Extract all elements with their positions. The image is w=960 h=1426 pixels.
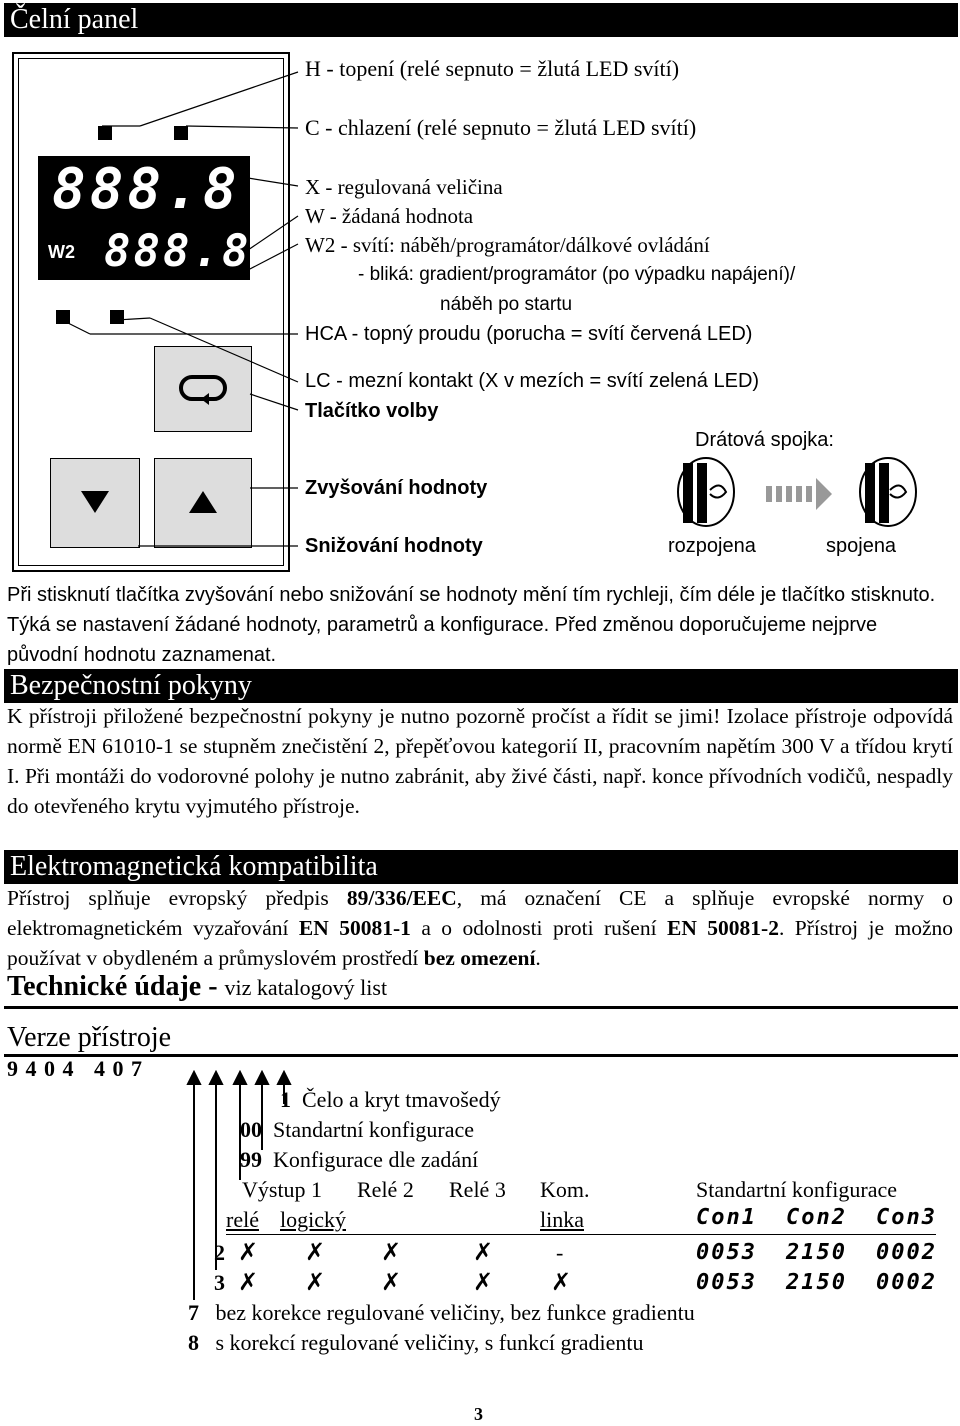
jumper-open-icon — [678, 458, 734, 526]
col-output: Výstup 1 — [242, 1177, 323, 1202]
jumper-open-label: rozpojena — [668, 535, 756, 557]
cross-icon: ✗ — [551, 1268, 572, 1296]
callout-h: H - topení (relé sepnuto = žlutá LED svítí) — [305, 56, 680, 81]
option-8: 8 s korekcí regulované veličiny, s funkcí gradientu — [188, 1330, 644, 1355]
display-x: 888.8 — [52, 157, 241, 222]
cross-icon: ✗ — [238, 1268, 259, 1296]
row-2-val-c: 0002 — [876, 1240, 937, 1265]
callout-w2-blink: - bliká: gradient/programátor (po výpadku napájení)/ — [358, 264, 796, 285]
section-header-tech: Technické údaje - viz katalogový list — [7, 971, 388, 1002]
arrow-right-icon — [766, 478, 832, 510]
row-3-val-a: 0053 — [696, 1270, 757, 1295]
buttons-paragraph: Při stisknutí tlačítka zvyšování nebo snižování se hodnoty mění tím rychleji, čím déle je tlačítko stisknuto. Týká se nastavení žádané hodnoty, parametrů a konfigurace. Před změnou doporučujeme nejprve původní hodnotu zaznamenat. — [7, 584, 936, 666]
callout-lc: LC - mezní kontakt (X v mezích = svítí zelená LED) — [305, 370, 760, 392]
cross-icon: ✗ — [381, 1268, 402, 1296]
col-kom: Kom. — [540, 1177, 590, 1202]
tech-underline — [4, 1006, 958, 1009]
row-2-dash: - — [556, 1240, 564, 1265]
jumper-label: Drátová spojka: — [695, 429, 834, 451]
display-w: 888.8 — [104, 226, 252, 277]
page-number: 3 — [474, 1404, 483, 1424]
callout-x: X - regulovaná veličina — [305, 175, 503, 199]
w2-indicator: W2 — [48, 242, 75, 262]
emc-paragraph: Přístroj splňuje evropský předpis 89/336/EEC, má označení CE a splňuje evropské normy o elektromagnetickém vyzařování EN 50081-1 a o odolnosti proti rušení EN 50081-2. Přístroj je možno používat v obydleném a průmyslovém prostředí bez omezení. — [7, 886, 953, 970]
cross-icon: ✗ — [305, 1268, 326, 1296]
section-header-safety: Bezpečnostní pokyny — [4, 669, 958, 703]
section-header-version: Verze přístroje — [7, 1022, 172, 1053]
callout-w2: W2 - svítí: náběh/programátor/dálkové ovládání — [305, 233, 710, 257]
cross-icon: ✗ — [238, 1238, 259, 1266]
version-code: 9 4 0 4 4 0 7 — [7, 1056, 143, 1081]
col-underline — [226, 1234, 936, 1235]
row-2-val-a: 0053 — [696, 1240, 757, 1265]
callout-increase: Zvyšování hodnoty — [305, 477, 488, 499]
option-00: 00 Standartní konfigurace — [240, 1117, 474, 1142]
row-2-val-b: 2150 — [786, 1240, 847, 1265]
safety-paragraph: K přístroji přiložené bezpečnostní pokyny je nutno pozorně pročíst a řídit se jimi! Izolace přístroje odpovídá normě EN 61010-1 se stupněm znečistění 2, přepěťovou kategorií II, pracovním napětím 300 V a třídou krytí I. Při montáži do vodorovné polohy je nutno zabránit, aby živé části, např. konce přívodních vodičů, nespadly do otevřeného krytu vyjmutého přístroje. — [7, 704, 953, 818]
con2-label: Con2 — [786, 1205, 847, 1230]
con1-label: Con1 — [696, 1205, 757, 1230]
section-header-emc: Elektromagnetická kompatibilita — [4, 850, 958, 884]
option-1: 1 Čelo a kryt tmavošedý — [280, 1087, 501, 1112]
col-std-conf: Standartní konfigurace — [696, 1177, 897, 1202]
option-99: 99 Konfigurace dle zadání — [240, 1147, 479, 1172]
con3-label: Con3 — [876, 1205, 937, 1230]
jumper-diagram — [670, 454, 930, 534]
section-header-front-panel: Čelní panel — [4, 3, 958, 37]
callout-decrease: Snižování hodnoty — [305, 535, 483, 557]
col-rele: relé — [226, 1207, 259, 1232]
cross-icon: ✗ — [473, 1238, 494, 1266]
callout-select: Tlačítko volby — [305, 400, 439, 422]
row-2-label: 2 — [214, 1240, 225, 1265]
col-kom2: linka — [540, 1207, 584, 1232]
col-logic: logický — [280, 1207, 346, 1232]
callout-w2-blink2: náběh po startu — [440, 294, 573, 315]
jumper-closed-label: spojena — [826, 535, 897, 557]
jumper-closed-icon — [860, 458, 916, 526]
row-3-val-c: 0002 — [876, 1270, 937, 1295]
row-3-val-b: 2150 — [786, 1270, 847, 1295]
version-underline — [4, 1054, 958, 1057]
col-rele2: Relé 2 — [357, 1177, 414, 1202]
col-rele3: Relé 3 — [449, 1177, 506, 1202]
callout-hca: HCA - topný proudu (porucha = svítí červená LED) — [305, 323, 753, 345]
cross-icon: ✗ — [473, 1268, 494, 1296]
cross-icon: ✗ — [305, 1238, 326, 1266]
callout-w: W - žádaná hodnota — [305, 204, 474, 228]
option-7: 7 bez korekce regulované veličiny, bez funkce gradientu — [188, 1300, 695, 1325]
row-3-label: 3 — [214, 1270, 225, 1295]
cross-icon: ✗ — [381, 1238, 402, 1266]
callout-c: C - chlazení (relé sepnuto = žlutá LED svítí) — [305, 115, 697, 140]
